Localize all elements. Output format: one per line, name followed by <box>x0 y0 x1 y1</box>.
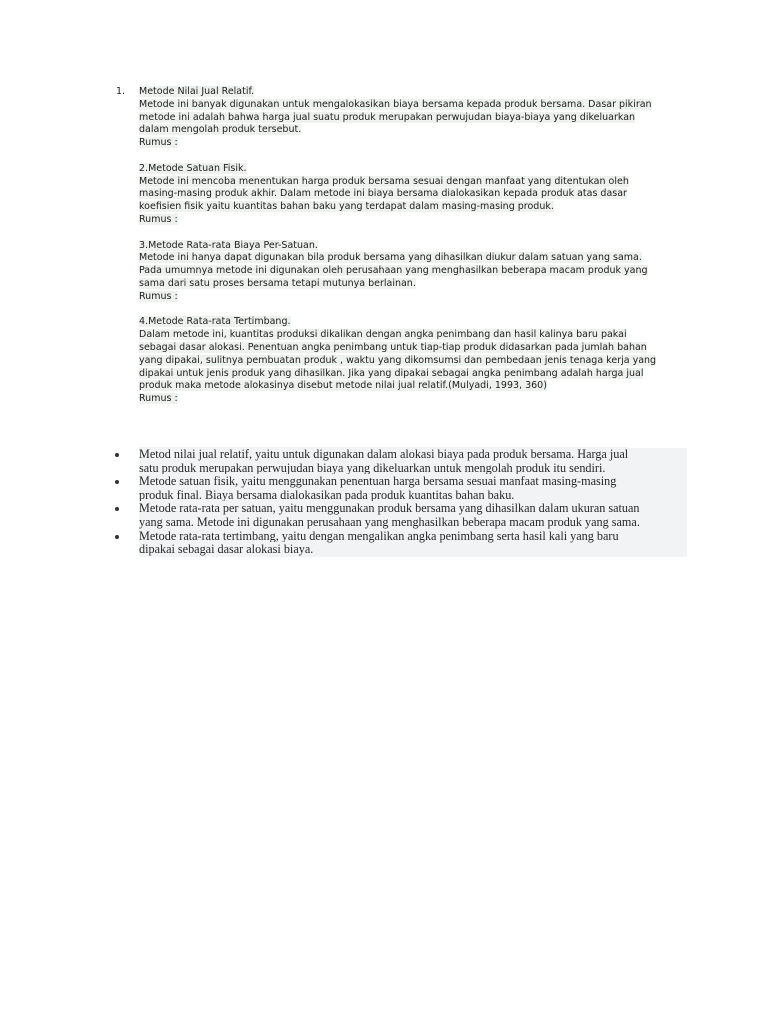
paragraph-line: koefisien fisik yaitu kuantitas bahan baku yang terdapat dalam masing-masing produk. <box>139 201 554 213</box>
bullet-dot-icon <box>115 480 119 484</box>
rumus-label: Rumus : <box>139 393 178 405</box>
bullet-dot-icon <box>115 453 119 457</box>
bullet-line: Metod nilai jual relatif, yaitu untuk digunakan dalam alokasi biaya pada produk bersama. Harga jual <box>139 447 629 461</box>
section-body <box>139 86 676 406</box>
numbered-section <box>116 86 676 419</box>
paragraph-line: Dalam metode ini, kuantitas produksi dikalikan dengan angka penimbang dan hasil kalinya baru pakai <box>139 329 627 341</box>
rumus-label: Rumus : <box>139 213 178 225</box>
paragraph-line: metode ini adalah bahwa harga jual suatu produk merupakan perwujudan biaya-biaya yang dikeluarkan <box>139 111 636 123</box>
paragraph-line: sebagai dasar alokasi. Penentuan angka penimbang untuk tiap-tiap produk didasarkan pada jumlah bahan <box>139 341 647 353</box>
method-title: 2.Metode Satuan Fisik. <box>139 162 247 174</box>
paragraph-line: Pada umumnya metode ini digunakan oleh perusahaan yang menghasilkan beberapa macam produk yang <box>139 265 648 277</box>
paragraph-line: Metode ini banyak digunakan untuk mengalokasikan biaya bersama kepada produk bersama. Dasar pikiran <box>139 98 652 110</box>
bullet-dot-icon <box>115 507 119 511</box>
method-block-4 <box>139 316 676 406</box>
paragraph-line: masing-masing produk akhir. Dalam metode ini biaya bersama dialokasikan kepada produk atas dasar <box>139 188 627 200</box>
paragraph-line: dalam mengolah produk tersebut. <box>139 124 302 136</box>
list-item <box>112 502 687 529</box>
paragraph-line: dipakai untuk jenis produk yang dihasilkan. Jika yang dipakai sebagai angka penimbang adalah harga jual <box>139 367 644 379</box>
bullet-line: produk final. Biaya bersama dialokasikan pada produk kuantitas bahan baku. <box>139 487 515 502</box>
bullet-dot-icon <box>115 535 119 539</box>
bullet-line: Metode satuan fisik, yaitu menggunakan penentuan harga bersama sesuai manfaat masing-masing <box>139 474 617 489</box>
method-title: 4.Metode Rata-rata Tertimbang. <box>139 316 291 328</box>
list-item <box>112 530 687 557</box>
list-item <box>112 475 687 502</box>
bullet-line: yang sama. Metode ini digunakan perusahaan yang menghasilkan beberapa macam produk yang sama. <box>139 514 640 529</box>
paragraph-line: Metode ini hanya dapat digunakan bila produk bersama yang dihasilkan diukur dalam satuan yang sama. <box>139 252 642 264</box>
method-block-1 <box>139 86 676 150</box>
method-block-3 <box>139 240 676 304</box>
bullet-line: satu produk merupakan perwujudan biaya yang dikeluarkan untuk mengolah produk itu sendiri. <box>139 460 606 475</box>
bullet-line: dipakai sebagai dasar alokasi biaya. <box>139 542 314 557</box>
rumus-label: Rumus : <box>139 290 178 302</box>
method-title: 3.Metode Rata-rata Biaya Per-Satuan. <box>139 239 318 251</box>
paragraph-line: Metode ini mencoba menentukan harga produk bersama sesuai dengan manfaat yang ditentukan oleh <box>139 175 629 187</box>
paragraph-line: produk maka metode alokasinya disebut metode nilai jual relatif.(Mulyadi, 1993, 360) <box>139 380 547 392</box>
method-block-2 <box>139 163 676 227</box>
paragraph-line: yang dipakai, sulitnya pembuatan produk , waktu yang dikomsumsi dan pembedaan jenis tenaga kerja yang <box>139 354 657 366</box>
bullet-line: Metode rata-rata tertimbang, yaitu dengan mengalikan angka penimbang serta hasil kali yang baru <box>139 528 619 543</box>
rumus-label: Rumus : <box>139 137 178 149</box>
bullet-line: Metode rata-rata per satuan, yaitu menggunakan produk bersama yang dihasilkan dalam ukuran satuan <box>139 501 640 516</box>
bullet-list <box>112 448 687 557</box>
list-item <box>112 448 687 475</box>
paragraph-line: sama dari satu proses bersama tetapi mutunya berlainan. <box>139 277 416 289</box>
method-title: Metode Nilai Jual Relatif. <box>139 86 255 97</box>
list-number: 1. <box>116 86 126 97</box>
